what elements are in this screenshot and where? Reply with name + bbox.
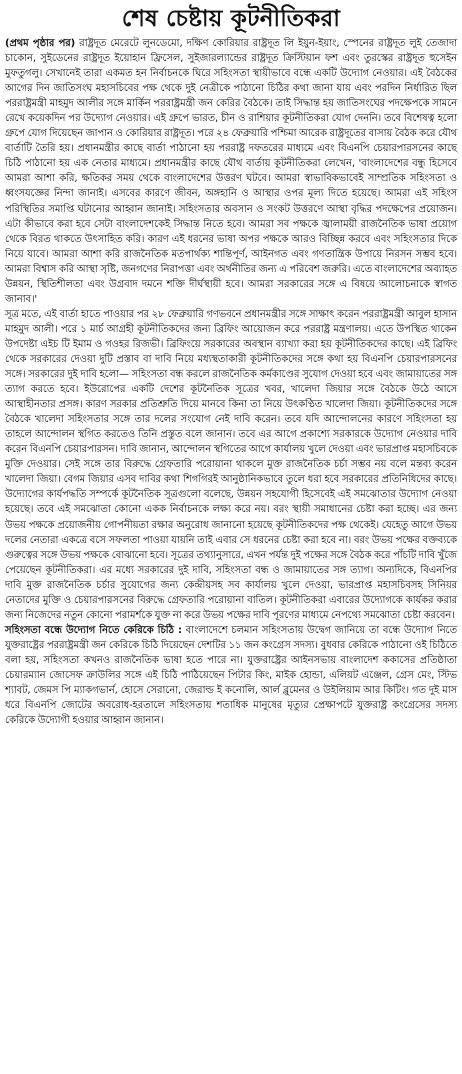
article-paragraph-3 [5, 623, 457, 728]
paragraph-text: সূত্র মতে, এই বার্তা হাতে পাওয়ার পর ২৮ ফেব্রুয়ারি গণভবনে প্রধানমন্ত্রীর সঙ্গে সাক্ষাৎ করেন পররাষ্ট্রমন্ত্রী আবুল হাসান মাহমুদ আলী। পরে ১ মার্চ আগ্রহী কূটনীতিকদের জন্য ব্রিফিং আয়োজন করে পররাষ্ট্র মন্ত্রণালয়। এতে উপস্থিত থাকেন উপদেষ্টা এইচ টি ইমাম ও গওহর রিজভী। ব্রিফিংয়ে সরকারের অবস্থান ব্যাখ্যা করা হয় কূটনীতিকদের কাছে। এই ব্রিফিং থেকে সরকারের দেওয়া দুটি প্রস্তাব বা দাবি নিয়ে মধ্যস্থতাকারী কূটনীতিকদের সঙ্গে কথা হয় বিএনপি চেয়ারপারসনের সঙ্গে। সরকারের দুই দাবি হলো— সহিংসতা বন্ধ করলে রাজনৈতিক কর্মকাণ্ডের সুযোগ দেওয়া হবে এবং জামায়াতের সঙ্গ ত্যাগ করতে হবে। ইউরোপের একটি দেশের কূটনৈতিক সূত্রের খবর, খালেদা জিয়ার সঙ্গে বৈঠকে উঠে আসে আস্থাহীনতার প্রসঙ্গ। কারণ সরকার প্রতিশ্রুতি দিয়ে মানবে কিনা তা নিয়ে উৎকণ্ঠিত খালেদা জিয়া। কূটনীতিকদের সঙ্গে বৈঠকে খালেদা সহিংসতার সঙ্গে তার দলের সংযোগ নেই দাবি করেন। তবে যদি আন্দোলনের কারণে সহিংসতা হয় তাহলে আন্দোলন স্থগিত করতেও তিনি প্রস্তুত বলে জানান। তবে এর আগে প্রকাশ্যে সরকারকে উদ্যোগ নেওয়ার দাবি করেন বিএনপি চেয়ারপারসন। দাবি জানান, আন্দোলন স্থগিতের আগে কার্যালয় খুলে দেওয়া এবং ভারপ্রাপ্ত মহাসচিবকে মুক্তি দেওয়ার। সেই সঙ্গে তার বিরুদ্ধে গ্রেফতারি পরোয়ানা থাকলে মুক্ত রাজনৈতিক চর্চা সম্ভব নয় বলে মন্তব্য করেন খালেদা জিয়া। বেগম জিয়ার এসব দাবির কথা শিগগিরই আনুষ্ঠানিকভাবে তুলে ধরা হবে সরকারের প্রতিনিধিদের কাছে। উদ্যোগের কার্যপদ্ধতি সম্পর্কে কূটনৈতিক সূত্রগুলো বলেছে, উন্নয়ন সহযোগী হিসেবেই এই সমঝোতার উদ্যোগ নেওয়া হয়েছে। তবে এই সমঝোতা কোনো একক নির্বাচনকে লক্ষ্য করে নয়। বরং স্থায়ী সমাধানের চেষ্টা করা হচ্ছে। এর জন্য উভয় পক্ষকে প্রয়োজনীয় গোপনীয়তা রক্ষার অনুরোধ জানানো হয়েছে কূটনীতিকদের পক্ষ থেকেই। যেহেতু আগে উভয় দলের নেতারা একত্রে বসে সফলতা পাওয়া যায়নি তাই এবার সে ধরনের চেষ্টা করা হবে না। বরং উভয় পক্ষের বক্তব্যকে গুরুত্বের সঙ্গে উভয় পক্ষকে বোঝানো হবে। সূত্রের তথ্যানুসারে, এখন পর্যন্ত দুই পক্ষের সঙ্গে বৈঠক করে পাঁচটি দাবি খুঁজে পেয়েছেন কূটনীতিকরা। এর মধ্যে সরকারের দুই দাবি, সহিংসতা বন্ধ ও জামায়াতের সঙ্গ ত্যাগ। অন্যদিকে, বিএনপির দাবি মুক্ত রাজনৈতিক চর্চার সুযোগের জন্য কেন্দ্রীয়সহ সব কার্যালয় খুলে দেওয়া, ভারপ্রাপ্ত মহাসচিবসহ সিনিয়র নেতাদের মুক্তি ও চেয়ারপারসনের বিরুদ্ধে গ্রেফতারি পরোয়ানা বাতিল। কূটনীতিকরা এবারের উদ্যোগকে কার্যকর করার জন্য নিজেদের নতুন কোনো পরামর্শকে যুক্ত না করে উভয় পক্ষের দাবি পূরণের মাধ্যমে নেপথ্যে সমঝোতা চেষ্টা করবেন। [5, 308, 457, 621]
article-paragraph-1 [5, 36, 457, 307]
paragraph-text: রাষ্ট্রদূত মেরেটে লুনডেমো, দক্ষিণ কোরিয়ার রাষ্ট্রদূত লি ইয়ুন-ইয়াং, স্পেনের রাষ্ট্রদূত লুই তেজাদা চাকোন, সুইডেনের রাষ্ট্রদূত ইয়োহান ফ্রিসেল, সুইজারল্যান্ডের রাষ্ট্রদূত ক্রিস্টিয়ান ফশ এবং তুরস্কের রাষ্ট্রদূত হুসেইন মুফতুগলু। সেখানেই তারা একমত হন নির্বাচনকে ঘিরে সহিংসতা স্থায়ীভাবে বন্ধে একটি উদ্যোগ নেওয়ার। এই বৈঠকের আগের দিন জাতিসংঘ মহাসচিবের পক্ষ থেকে দুই নেত্রীকে পাঠানো চিঠির কথা জানা যায় এবং পরদিন নির্ধারিত ছিল পররাষ্ট্রমন্ত্রী মাহমুদ আলীর সঙ্গে মার্কিন পররাষ্ট্রমন্ত্রী জন কেরির বৈঠকে। তাই সিদ্ধান্ত হয় জাতিসংঘের পদক্ষেপকে সামনে রেখে কয়েকদিন পর উদ্যোগ নেওয়ার। এই গ্রুপে ভারত, চীন ও রাশিয়ার কূটনীতিকরা যোগ দেননি। তবে বিশেষত্ব হলো গ্রুপে যোগ দিয়েছেন জাপান ও কোরিয়ার রাষ্ট্রদূত। পরে ২৪ ফেব্রুয়ারি পশ্চিমা আরেক রাষ্ট্রদূতের বাসায় বৈঠক করে যৌথ বার্তাটি তৈরি হয়। প্রধানমন্ত্রীর কাছে বার্তা পাঠানো হয় পররাষ্ট্র দফতরের মাধ্যমে এবং বিএনপি চেয়ারপারসনের কাছে চিঠি পাঠানো হয় এক নেতার মাধ্যমে। প্রধানমন্ত্রীর কাছে যৌথ বার্তায় কূটনীতিকরা লেখেন, 'বাংলাদেশের বন্ধু হিসেবে আমরা আশা করি, ক্ষতিকর সময় থেকে বাংলাদেশের উত্তরণ ঘটবে। আমরা স্বাভাবিকভাবেই সাম্প্রতিক সহিংসতা ও ধ্বংসযজ্ঞের নিন্দা জানাই। এসবের কারণে জীবন, অঙ্গহানি ও আস্থার ওপর মূল্য দিতে হয়েছে। আমরা এই সহিংস পরিস্থিতির সমাপ্তি ঘটানোর আহ্বান জানাই। সহিংসতার অবসান ও সংকট উত্তরণে আস্থা বৃদ্ধির পদক্ষেপের প্রয়োজন। এটা কীভাবে করা হবে সেটা বাংলাদেশকেই সিদ্ধান্ত নিতে হবে। আমরা সব পক্ষকে জ্বালাময়ী রাজনৈতিক ভাষা প্রয়োগ থেকে বিরত থাকতে উৎসাহিত করি। কারণ এই ধরনের ভাষা অপর পক্ষকে আরও বিচ্ছিন্ন করবে এবং সহিংসতার দিকে নিয়ে যাবে। আমরা আশা করি রাজনৈতিক মতপার্থক্য শান্তিপূর্ণ, আইনগত এবং গণতান্ত্রিক উপায়ে নিরসন সম্ভব হবে। আমরা বিশ্বাস করি আস্থা সৃষ্টি, জনগণের নিরাপত্তা এবং অর্থনীতির জন্য এ পরিবেশ জরুরি। এতে বাংলাদেশের অব্যাহত উন্নয়ন, স্থিতিশীলতা এবং উগ্রবাদ দমনে শক্তি দীর্ঘস্থায়ী হবে। আমরা সরকারের সঙ্গে এ বিষয়ে আলোচনাকে স্বাগত জানাব।' [5, 38, 457, 305]
continuation-lead: (প্রথম পৃষ্ঠার পর) [5, 38, 76, 49]
article-body [5, 36, 457, 728]
paragraph-text: বাংলাদেশে চলমান সহিংসতায় উদ্বেগ জানিয়ে তা বন্ধে উদ্যোগ নিতে যুক্তরাষ্ট্রের পররাষ্ট্রমন্ত্রী জন কেরিকে চিঠি দিয়েছেন দেশটির ১১ জন কংগ্রেস সদস্য। বুধবার কেরিকে পাঠানো ওই চিঠিতে বলা হয়, সহিংসতা কখনও রাজনৈতিক ভাষা হতে পারে না। যুক্তরাষ্ট্রের আইনসভায় বাংলাদেশ ককাসের প্রতিষ্ঠাতা চেয়ারম্যান জোসেফ ক্রাউলির সঙ্গে এই চিঠি পাঠিয়েছেন পিটার কিং, মাইক হোন্ডা, এলিয়ট এঞ্জেল, গ্রেস মেং, স্টিভ শ্যাবট, জেমস পি ম্যাকগভার্ন, হোসে সেরানো, জেরাল্ড ই কনোলি, আর্ল ব্লুমেনর ও উইলিয়াম আর কিটিং। গত দুই মাস ধরে বিএনপি জোটের অবরোধ-হরতালে সহিংসতায় শতাধিক মানুষের মৃত্যুর প্রেক্ষাপটে যুক্তরাষ্ট্র কংগ্রেসের সদস্য কেরিকে উদ্যোগী হওয়ার আহ্বান জানান। [5, 624, 457, 727]
article-paragraph-2 [5, 307, 457, 623]
section-subheading: সহিংসতা বন্ধে উদ্যোগ নিতে কেরিকে চিঠি : [5, 624, 182, 636]
article-headline: শেষ চেষ্টায় কূটনীতিকরা [121, 5, 341, 32]
